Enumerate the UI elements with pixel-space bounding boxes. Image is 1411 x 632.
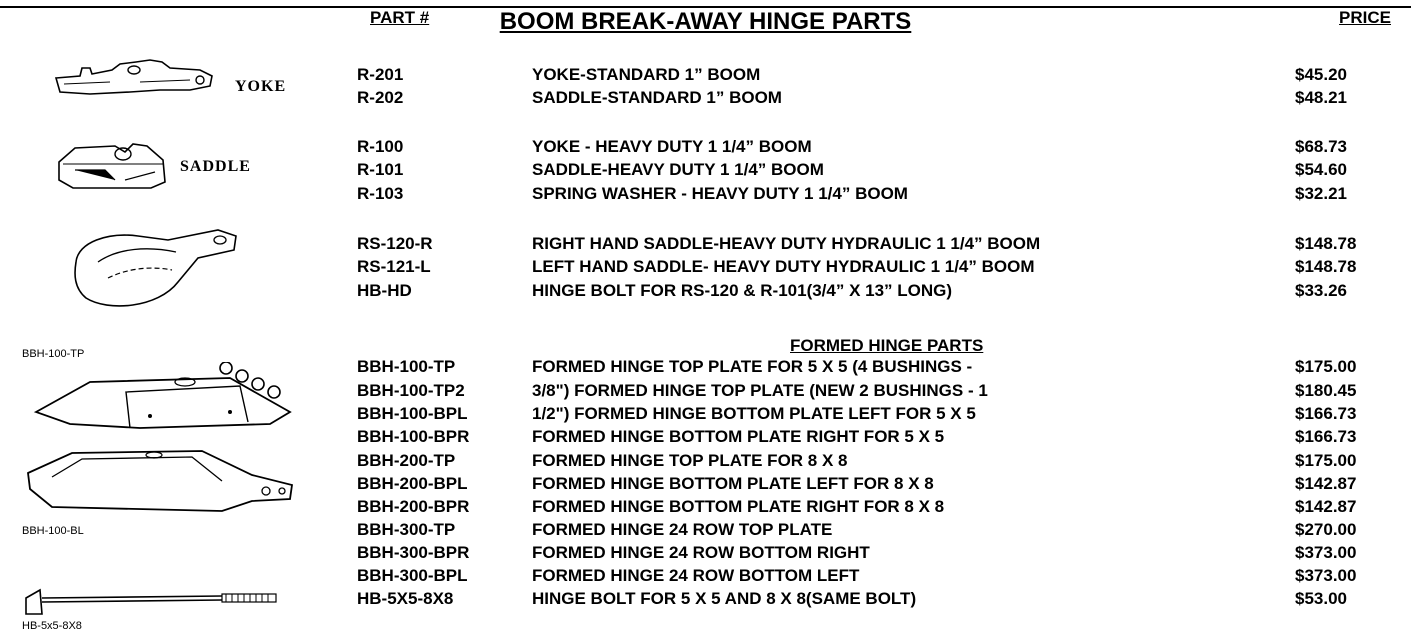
part-number: BBH-300-TP (357, 520, 456, 539)
part-price: $53.00 (1295, 589, 1347, 608)
page-title: BOOM BREAK-AWAY HINGE PARTS (499, 8, 912, 35)
part-number: BBH-100-BPL (357, 404, 468, 423)
table-row (0, 280, 1411, 302)
part-price: $142.87 (1295, 497, 1357, 516)
part-price: $68.73 (1295, 137, 1347, 156)
part-price: $142.87 (1295, 474, 1357, 493)
part-description: HINGE BOLT FOR 5 X 5 AND 8 X 8(SAME BOLT) (532, 589, 917, 608)
part-price: $373.00 (1295, 543, 1357, 562)
part-description: LEFT HAND SADDLE- HEAVY DUTY HYDRAULIC 1 1/4” BOOM (532, 257, 1035, 276)
part-price: $166.73 (1295, 404, 1357, 423)
part-price: $175.00 (1295, 451, 1357, 470)
part-description: FORMED HINGE 24 ROW BOTTOM RIGHT (532, 543, 870, 562)
part-price: $48.21 (1295, 88, 1347, 107)
part-description: FORMED HINGE TOP PLATE FOR 8 X 8 (532, 451, 848, 470)
part-description: HINGE BOLT FOR RS-120 & R-101(3/4” X 13” LONG) (532, 281, 953, 300)
part-price: $166.73 (1295, 427, 1357, 446)
part-description: SADDLE-HEAVY DUTY 1 1/4” BOOM (532, 160, 824, 179)
part-number: HB-5X5-8X8 (357, 589, 454, 608)
table-row (0, 519, 1411, 541)
part-price: $54.60 (1295, 160, 1347, 179)
part-number: RS-121-L (357, 257, 431, 276)
table-row (0, 356, 1411, 378)
part-number: BBH-100-BPR (357, 427, 470, 446)
formed-hinge-section-title: FORMED HINGE PARTS (790, 336, 984, 355)
part-price: $148.78 (1295, 234, 1357, 253)
part-number: R-201 (357, 65, 404, 84)
part-description: RIGHT HAND SADDLE-HEAVY DUTY HYDRAULIC 1 1/4” BOOM (532, 234, 1041, 253)
part-number: R-202 (357, 88, 404, 107)
table-row (0, 542, 1411, 564)
part-description: YOKE - HEAVY DUTY 1 1/4” BOOM (532, 137, 812, 156)
table-row (0, 256, 1411, 278)
part-number: BBH-200-TP (357, 451, 456, 470)
part-column-header: PART # (370, 8, 430, 27)
part-price: $373.00 (1295, 566, 1357, 585)
part-description: SADDLE-STANDARD 1” BOOM (532, 88, 782, 107)
table-row (0, 565, 1411, 587)
part-description: FORMED HINGE BOTTOM PLATE LEFT FOR 8 X 8 (532, 474, 934, 493)
table-row (0, 588, 1411, 610)
part-number: BBH-200-BPR (357, 497, 470, 516)
part-number: BBH-100-TP2 (357, 381, 465, 400)
part-price: $180.45 (1295, 381, 1357, 400)
part-description: 1/2") FORMED HINGE BOTTOM PLATE LEFT FOR 5 X 5 (532, 404, 976, 423)
part-number: BBH-300-BPL (357, 566, 468, 585)
part-number: HB-HD (357, 281, 412, 300)
top-plate-label: BBH-100-TP (22, 348, 85, 360)
part-number: BBH-100-TP (357, 357, 456, 376)
part-number: R-101 (357, 160, 404, 179)
table-row (0, 426, 1411, 448)
part-description: FORMED HINGE BOTTOM PLATE RIGHT FOR 5 X 5 (532, 427, 945, 446)
table-row (0, 473, 1411, 495)
part-number: BBH-200-BPL (357, 474, 468, 493)
table-row (0, 183, 1411, 205)
part-number: R-103 (357, 184, 404, 203)
table-row (0, 450, 1411, 472)
yoke-label: YOKE (235, 78, 287, 95)
part-description: SPRING WASHER - HEAVY DUTY 1 1/4” BOOM (532, 184, 908, 203)
part-description: YOKE-STANDARD 1” BOOM (532, 65, 761, 84)
table-row (0, 87, 1411, 109)
price-column-header: PRICE (1339, 8, 1391, 27)
part-price: $148.78 (1295, 257, 1357, 276)
table-row (0, 233, 1411, 255)
table-row (0, 380, 1411, 402)
table-row (0, 136, 1411, 158)
saddle-label: SADDLE (180, 158, 251, 175)
part-description: FORMED HINGE 24 ROW TOP PLATE (532, 520, 833, 539)
part-price: $175.00 (1295, 357, 1357, 376)
part-description: FORMED HINGE 24 ROW BOTTOM LEFT (532, 566, 860, 585)
part-price: $32.21 (1295, 184, 1347, 203)
part-number: BBH-300-BPR (357, 543, 470, 562)
table-row (0, 159, 1411, 181)
part-price: $33.26 (1295, 281, 1347, 300)
part-description: FORMED HINGE BOTTOM PLATE RIGHT FOR 8 X 8 (532, 497, 945, 516)
part-number: R-100 (357, 137, 404, 156)
part-price: $270.00 (1295, 520, 1357, 539)
part-description: FORMED HINGE TOP PLATE FOR 5 X 5 (4 BUSHINGS - (532, 357, 973, 376)
bottom-plate-label: BBH-100-BL (22, 525, 84, 537)
part-description: 3/8") FORMED HINGE TOP PLATE (NEW 2 BUSHINGS - 1 (532, 381, 988, 400)
table-row (0, 403, 1411, 425)
part-price: $45.20 (1295, 65, 1347, 84)
table-row (0, 64, 1411, 86)
part-number: RS-120-R (357, 234, 433, 253)
table-row (0, 496, 1411, 518)
hinge-bolt-label: HB-5x5-8X8 (22, 620, 82, 632)
